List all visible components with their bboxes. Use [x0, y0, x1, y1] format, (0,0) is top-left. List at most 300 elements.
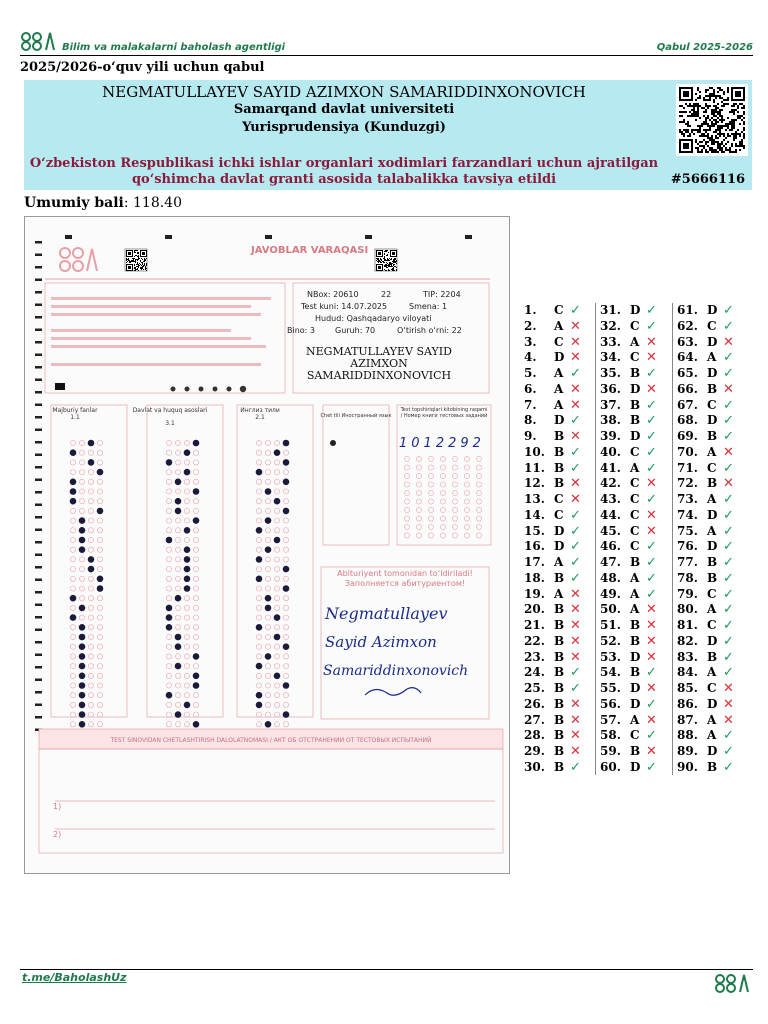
- section-3-code: 2.1: [255, 414, 265, 421]
- svg-text:Hudud: Qashqadaryo viloyati: [315, 314, 432, 323]
- answer-number: 86.: [677, 696, 698, 711]
- answer-letter: C: [554, 507, 564, 522]
- answer-row: [677, 634, 753, 650]
- checkmark-icon: ✓: [570, 681, 581, 696]
- answer-number: 67.: [677, 397, 698, 412]
- cross-icon: ✕: [570, 728, 581, 744]
- answer-number: 58.: [600, 728, 621, 743]
- answer-row: [677, 555, 753, 571]
- answer-row: [524, 618, 600, 634]
- answer-letter: B: [630, 413, 641, 428]
- answer-row: [524, 602, 600, 618]
- cross-icon: ✕: [570, 381, 581, 397]
- answer-letter: B: [707, 649, 718, 664]
- cross-icon: ✕: [723, 334, 734, 350]
- answer-number: 43.: [600, 492, 621, 506]
- sheet-name-line-2: AZIMXON: [350, 357, 408, 370]
- answer-letter: A: [630, 712, 640, 727]
- answer-number: 49.: [600, 586, 621, 601]
- agency-name: Bilim va malakalarni baholash agentligi: [62, 42, 286, 53]
- cross-icon: ✕: [646, 381, 657, 397]
- svg-text:O‘tirish o‘rni: 22: [397, 326, 462, 335]
- answer-letter: A: [707, 712, 717, 727]
- cross-icon: ✕: [570, 649, 581, 665]
- answer-number: 79.: [677, 586, 698, 601]
- answer-row: [524, 413, 600, 429]
- answer-number: 82.: [677, 633, 698, 648]
- answer-row: [677, 398, 753, 414]
- answer-row: [677, 319, 753, 335]
- answer-row: [677, 728, 753, 744]
- answer-letter: B: [554, 633, 565, 648]
- section-3-header: Инглиз тили: [240, 407, 280, 414]
- answer-letter: B: [554, 602, 565, 617]
- answer-number: 39.: [600, 429, 621, 443]
- checkmark-icon: ✓: [723, 633, 734, 649]
- answer-number: 90.: [677, 759, 698, 774]
- answer-number: 87.: [677, 712, 698, 727]
- answer-row: [524, 445, 600, 461]
- answer-row: [524, 366, 600, 382]
- checkmark-icon: ✓: [723, 303, 734, 318]
- answer-number: 22.: [524, 633, 545, 648]
- answer-number: 34.: [600, 350, 621, 365]
- answer-number: 80.: [677, 602, 698, 617]
- svg-text:1): 1): [53, 802, 62, 811]
- answer-letter: C: [630, 523, 640, 538]
- answer-row: [524, 713, 600, 729]
- answer-number: 28.: [524, 728, 545, 743]
- answer-letter: D: [630, 681, 641, 695]
- answer-number: 55.: [600, 681, 621, 695]
- answer-letter: A: [554, 397, 564, 412]
- answer-number: 8.: [524, 413, 537, 428]
- answer-letter: B: [630, 366, 641, 380]
- checkmark-icon: ✓: [723, 586, 734, 602]
- checkmark-icon: ✓: [646, 366, 657, 381]
- answer-row: [600, 697, 676, 713]
- answer-number: 36.: [600, 381, 621, 396]
- answer-number: 72.: [677, 476, 698, 491]
- answer-row: [677, 429, 753, 445]
- signature-line-2: Sayid Azimxon: [325, 633, 437, 651]
- answer-number: 83.: [677, 649, 698, 664]
- answer-letter: B: [707, 381, 718, 396]
- answer-row: [524, 760, 600, 776]
- total-score-label: Umumiy bali: [24, 195, 124, 211]
- checkmark-icon: ✓: [646, 413, 657, 429]
- answer-letter: C: [630, 539, 640, 554]
- checkmark-icon: ✓: [723, 665, 734, 681]
- answer-number: 47.: [600, 555, 621, 569]
- answer-number: 64.: [677, 350, 698, 365]
- sheet-name-line-1: NEGMATULLAYEV SAYID: [306, 345, 452, 358]
- nbox-label: NBox:: [307, 290, 331, 299]
- answer-letter: B: [630, 555, 641, 569]
- answer-row: [524, 681, 600, 697]
- region-label: Hudud:: [315, 314, 345, 323]
- cross-icon: ✕: [646, 476, 657, 492]
- booklet-label: Test topshiriqlari kitobining raqami / Номер книги тестовых заданий: [400, 407, 488, 419]
- answer-letter: A: [554, 555, 564, 569]
- cross-icon: ✕: [570, 429, 581, 444]
- recommendation-line-2: qo‘shimcha davlat granti asosida talabalikka tavsiya etildi: [131, 172, 557, 187]
- answer-number: 44.: [600, 507, 621, 522]
- answer-row: [524, 539, 600, 555]
- answer-number: 71.: [677, 460, 698, 475]
- checkmark-icon: ✓: [646, 539, 657, 555]
- cross-icon: ✕: [646, 744, 657, 759]
- region-value: Qashqadaryo viloyati: [346, 314, 432, 323]
- answer-row: [677, 524, 753, 540]
- recommendation-text: [24, 156, 664, 188]
- signature-line-1: Negmatullayev: [325, 604, 448, 623]
- checkmark-icon: ✓: [723, 570, 734, 586]
- total-score: [24, 195, 182, 211]
- checkmark-icon: ✓: [646, 492, 657, 507]
- checkmark-icon: ✓: [570, 303, 581, 318]
- faculty-name: Yurisprudensiya (Kunduzgi): [242, 120, 446, 135]
- answer-row: [677, 508, 753, 524]
- answer-number: 69.: [677, 429, 698, 443]
- answer-number: 84.: [677, 665, 698, 680]
- checkmark-icon: ✓: [723, 397, 734, 413]
- answer-letter: C: [707, 318, 717, 333]
- answer-letter: B: [554, 744, 565, 758]
- answer-number: 75.: [677, 523, 698, 538]
- answer-number: 21.: [524, 618, 545, 632]
- answer-number: 13.: [524, 492, 545, 506]
- answer-row: [600, 429, 676, 445]
- checkmark-icon: ✓: [570, 523, 581, 539]
- answer-number: 38.: [600, 413, 621, 428]
- answer-letter: B: [554, 728, 565, 743]
- admission-label: Qabul 2025-2026: [656, 42, 753, 53]
- answer-letter: D: [707, 303, 718, 317]
- answer-letter: C: [630, 444, 640, 459]
- answer-number: 81.: [677, 618, 698, 632]
- answer-row: [524, 728, 600, 744]
- tip-label: TIP:: [423, 290, 438, 299]
- answer-number: 30.: [524, 759, 545, 774]
- answer-letter: D: [630, 303, 641, 317]
- id-number: #5666116: [670, 172, 746, 187]
- recommendation-line-1: O‘zbekiston Respublikasi ichki ishlar organlari xodimlari farzandlari uchun ajratilgan: [29, 156, 659, 171]
- checkmark-icon: ✓: [570, 539, 581, 555]
- answer-letter: D: [707, 633, 718, 648]
- answer-row: [677, 697, 753, 713]
- cross-icon: ✕: [646, 350, 657, 366]
- answer-row: [677, 445, 753, 461]
- answer-number: 37.: [600, 397, 621, 412]
- answer-letter: C: [630, 507, 640, 522]
- checkmark-icon: ✓: [723, 492, 734, 507]
- answer-number: 63.: [677, 334, 698, 349]
- answer-row: [600, 319, 676, 335]
- answer-row: [600, 760, 676, 776]
- answer-letter: A: [554, 586, 564, 601]
- answer-sheet-image: [25, 217, 510, 874]
- nbox-value: 20610: [333, 290, 359, 299]
- student-info-box: [24, 80, 752, 190]
- answer-row: [524, 744, 600, 760]
- page-title: 2025/2026-o‘quv yili uchun qabul: [20, 60, 265, 75]
- answer-letter: B: [630, 633, 641, 648]
- answer-number: 65.: [677, 366, 698, 380]
- cross-icon: ✕: [570, 712, 581, 728]
- cross-icon: ✕: [646, 334, 657, 350]
- answer-number: 50.: [600, 602, 621, 617]
- answer-row: [600, 618, 676, 634]
- answer-letter: C: [707, 586, 717, 601]
- cross-icon: ✕: [570, 602, 581, 618]
- answer-row: [677, 650, 753, 666]
- answer-row: [524, 350, 600, 366]
- answer-number: 88.: [677, 728, 698, 743]
- cross-icon: ✕: [723, 681, 734, 696]
- answer-row: [524, 634, 600, 650]
- cross-icon: ✕: [570, 586, 581, 602]
- answer-number: 5.: [524, 366, 537, 380]
- cross-icon: ✕: [723, 476, 734, 492]
- answer-letter: A: [554, 381, 564, 396]
- answer-number: 1.: [524, 303, 537, 317]
- answer-letter: A: [630, 602, 640, 617]
- answer-row: [600, 634, 676, 650]
- answer-letter: D: [707, 744, 718, 758]
- checkmark-icon: ✓: [646, 665, 657, 681]
- answer-row: [600, 665, 676, 681]
- checkmark-icon: ✓: [723, 744, 734, 759]
- answer-row: [524, 524, 600, 540]
- answer-number: 51.: [600, 618, 621, 632]
- answer-row: [677, 303, 753, 319]
- answer-row: [600, 335, 676, 351]
- signature-line-3: Samariddinxonovich: [323, 663, 469, 679]
- answer-letter: A: [707, 602, 717, 617]
- answer-number: 31.: [600, 303, 621, 317]
- answer-row: [524, 508, 600, 524]
- cross-icon: ✕: [646, 602, 657, 618]
- checkmark-icon: ✓: [723, 366, 734, 381]
- answer-letter: B: [554, 570, 565, 585]
- checkmark-icon: ✓: [723, 460, 734, 476]
- answer-number: 14.: [524, 507, 545, 522]
- answer-letter: A: [554, 366, 564, 380]
- svg-text:NBox: 20610: [307, 290, 359, 299]
- answer-number: 18.: [524, 570, 545, 585]
- answer-row: [600, 571, 676, 587]
- checkmark-icon: ✓: [646, 696, 657, 712]
- answer-number: 4.: [524, 350, 537, 365]
- cross-icon: ✕: [570, 397, 581, 413]
- student-name: NEGMATULLAYEV SAYID AZIMXON SAMARIDDINXONOVICH: [102, 83, 586, 101]
- answer-letter: B: [554, 759, 565, 774]
- answer-letter: C: [707, 618, 717, 632]
- answer-row: [600, 713, 676, 729]
- checkmark-icon: ✓: [570, 413, 581, 429]
- answer-row: [600, 366, 676, 382]
- answer-number: 11.: [524, 460, 545, 475]
- answer-row: [600, 602, 676, 618]
- answer-number: 19.: [524, 586, 545, 601]
- cross-icon: ✕: [570, 350, 581, 366]
- answer-number: 85.: [677, 681, 698, 695]
- answer-number: 27.: [524, 712, 545, 727]
- answer-letter: A: [707, 350, 717, 365]
- answer-row: [524, 697, 600, 713]
- answer-row: [677, 571, 753, 587]
- answer-letter: D: [630, 696, 641, 711]
- answer-letter: D: [554, 523, 565, 538]
- checkmark-icon: ✓: [570, 555, 581, 570]
- answer-row: [600, 555, 676, 571]
- answer-letter: C: [630, 318, 640, 333]
- answer-letter: A: [630, 586, 640, 601]
- cross-icon: ✕: [646, 633, 657, 649]
- answer-row: [524, 587, 600, 603]
- answer-row: [600, 382, 676, 398]
- nbox-extra: 22: [381, 290, 392, 299]
- answer-letter: B: [554, 681, 565, 695]
- answer-number: 6.: [524, 381, 537, 396]
- section-1-code: 1.1: [70, 414, 80, 421]
- answer-number: 24.: [524, 665, 545, 680]
- smena-label: Smena:: [409, 302, 440, 311]
- checkmark-icon: ✓: [723, 350, 734, 366]
- answer-number: 42.: [600, 476, 621, 491]
- cross-icon: ✕: [570, 618, 581, 633]
- svg-text:Bino: 3: [287, 326, 315, 335]
- answer-row: [600, 492, 676, 508]
- checkmark-icon: ✓: [723, 649, 734, 665]
- bino-label: Bino:: [287, 326, 308, 335]
- answer-number: 62.: [677, 318, 698, 333]
- tip-value: 2204: [440, 290, 461, 299]
- checkmark-icon: ✓: [646, 759, 657, 775]
- answer-letter: B: [630, 744, 641, 758]
- svg-text:Guruh: 70: [335, 326, 375, 335]
- cross-icon: ✕: [646, 649, 657, 665]
- answer-row: [524, 665, 600, 681]
- test-day-value: 14.07.2025: [341, 302, 388, 311]
- answer-row: [524, 461, 600, 477]
- answer-letter: A: [707, 665, 717, 680]
- answer-letter: B: [707, 555, 718, 569]
- answer-number: 32.: [600, 318, 621, 333]
- svg-text:TIP: 2204: [422, 290, 461, 299]
- answer-number: 45.: [600, 523, 621, 538]
- answer-row: [524, 476, 600, 492]
- qr-code: [676, 84, 748, 156]
- answer-row: [677, 681, 753, 697]
- answer-letter: A: [707, 444, 717, 459]
- answer-number: 76.: [677, 539, 698, 554]
- answer-number: 25.: [524, 681, 545, 695]
- checkmark-icon: ✓: [646, 397, 657, 413]
- answer-letter: B: [630, 397, 641, 412]
- answer-row: [600, 728, 676, 744]
- answer-number: 54.: [600, 665, 621, 680]
- answer-number: 48.: [600, 570, 621, 585]
- answer-letter: B: [554, 665, 565, 680]
- svg-text:Smena: 1: [409, 302, 447, 311]
- checkmark-icon: ✓: [570, 759, 581, 775]
- answer-row: [677, 413, 753, 429]
- act-title: TEST SINOVIDAN CHETLASHTIRISH DALOLATNOMASI / АКТ ОБ ОТСТРАНЕНИИ ОТ ТЕСТОВЫХ ИСПЫТАНИЙ: [110, 737, 432, 744]
- checkmark-icon: ✓: [570, 507, 581, 523]
- answer-number: 77.: [677, 555, 698, 569]
- checkmark-icon: ✓: [723, 318, 734, 334]
- page-header: [20, 30, 753, 56]
- svg-text:Test kuni: 14.07.2025: [300, 302, 387, 311]
- answer-letter: B: [554, 618, 565, 632]
- cross-icon: ✕: [570, 318, 581, 334]
- section-1-header: Majburiy fanlar: [52, 407, 98, 414]
- cross-icon: ✕: [646, 523, 657, 539]
- answer-number: 70.: [677, 444, 698, 459]
- telegram-link[interactable]: t.me/BaholashUz: [22, 971, 127, 984]
- checkmark-icon: ✓: [646, 728, 657, 744]
- answer-number: 3.: [524, 334, 537, 349]
- answer-number: 17.: [524, 555, 545, 569]
- answer-number: 9.: [524, 429, 537, 443]
- answer-letter: D: [707, 413, 718, 428]
- answer-letter: C: [554, 303, 564, 317]
- answer-row: [677, 744, 753, 760]
- answer-number: 40.: [600, 444, 621, 459]
- answer-letter: B: [554, 429, 565, 443]
- booklet-number: 1012292: [399, 436, 485, 451]
- cross-icon: ✕: [723, 444, 734, 460]
- answer-row: [677, 602, 753, 618]
- answer-letter: B: [554, 696, 565, 711]
- answer-number: 16.: [524, 539, 545, 554]
- checkmark-icon: ✓: [723, 618, 734, 633]
- answer-row: [600, 650, 676, 666]
- agency-logo: [20, 30, 58, 52]
- answer-letter: C: [707, 397, 717, 412]
- test-day-label: Test kuni:: [301, 302, 339, 311]
- answer-letter: D: [707, 539, 718, 554]
- cross-icon: ✕: [646, 712, 657, 728]
- answer-letter: B: [630, 665, 641, 680]
- answer-number: 41.: [600, 460, 621, 475]
- answer-row: [600, 508, 676, 524]
- answer-row: [600, 398, 676, 414]
- seat-label: O‘tirish o‘rni:: [397, 326, 450, 335]
- checkmark-icon: ✓: [723, 413, 734, 429]
- checkmark-icon: ✓: [570, 665, 581, 681]
- seat-value: 22: [451, 326, 462, 335]
- checkmark-icon: ✓: [646, 555, 657, 570]
- answer-letter: B: [554, 712, 565, 727]
- answer-row: [677, 366, 753, 382]
- answer-row: [600, 539, 676, 555]
- answer-number: 52.: [600, 633, 621, 648]
- answer-number: 29.: [524, 744, 545, 758]
- answer-row: [677, 665, 753, 681]
- answer-number: 53.: [600, 649, 621, 664]
- answer-letter: B: [554, 476, 565, 491]
- checkmark-icon: ✓: [723, 539, 734, 555]
- answer-letter: D: [707, 696, 718, 711]
- bino-value: 3: [309, 326, 316, 335]
- answer-number: 78.: [677, 570, 698, 585]
- svg-text:2): 2): [53, 830, 62, 839]
- checkmark-icon: ✓: [646, 586, 657, 602]
- answer-number: 33.: [600, 334, 621, 349]
